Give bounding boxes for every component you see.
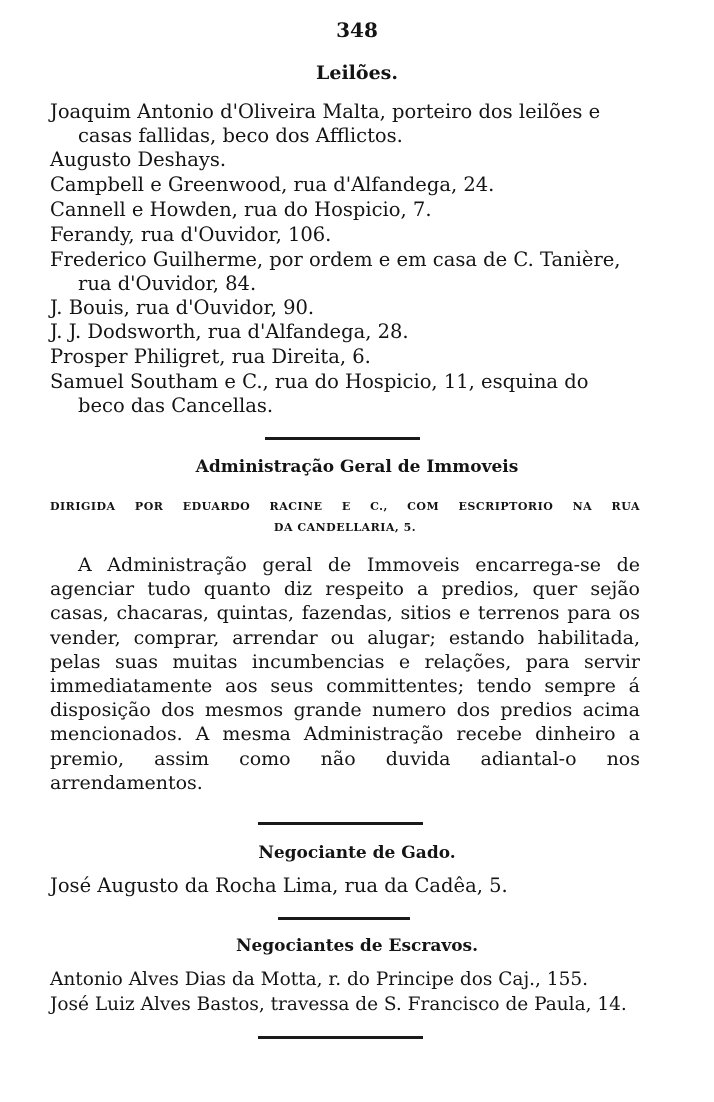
list-item: Antonio Alves Dias da Motta, r. do Principe dos Caj., 155. xyxy=(50,969,589,990)
list-item: J. Bouis, rua d'Ouvidor, 90. xyxy=(50,296,315,319)
list-item: Campbell e Greenwood, rua d'Alfandega, 24. xyxy=(50,173,495,196)
list-item: Prosper Philigret, rua Direita, 6. xyxy=(50,345,371,368)
list-item: José Augusto da Rocha Lima, rua da Cadêa, 5. xyxy=(50,874,508,897)
body-paragraph: A Administração geral de Immoveis encarrega-se de agenciar tudo quanto diz respeito a predios, quer sejão casas, chacaras, quintas, fazendas, sitios e terrenos para os vender, comprar, arrendar ou alugar; estando habilitada, pelas suas muitas incumbencias e relações, para servir immediatamente aos seus committentes; tendo sempre á disposição dos mesmos grande numero dos predios acima mencionados. A mesma Administração recebe dinheiro a premio, assim como não duvida adiantal-o nos arrendamentos. xyxy=(50,554,640,794)
section-title-gado: Negociante de Gado. xyxy=(258,843,456,863)
list-item: casas fallidas, beco dos Afflictos. xyxy=(78,124,403,147)
divider xyxy=(278,917,410,920)
section-title-escravos: Negociantes de Escravos. xyxy=(235,936,479,956)
list-item: Frederico Guilherme, por ordem e em casa de C. Tanière, xyxy=(50,248,621,271)
list-item: J. J. Dodsworth, rua d'Alfandega, 28. xyxy=(50,320,409,343)
divider xyxy=(265,437,420,440)
list-item: Ferandy, rua d'Ouvidor, 106. xyxy=(50,223,332,246)
list-item: Cannell e Howden, rua do Hospicio, 7. xyxy=(50,198,432,221)
divider xyxy=(258,822,423,825)
list-item: Samuel Southam e C., rua do Hospicio, 11, esquina do xyxy=(50,370,589,393)
list-item: rua d'Ouvidor, 84. xyxy=(78,272,257,295)
list-item: Augusto Deshays. xyxy=(50,148,227,171)
divider xyxy=(258,1036,423,1039)
section-title-leiloes: Leilões. xyxy=(316,62,398,84)
list-item: José Luiz Alves Bastos, travessa de S. Francisco de Paula, 14. xyxy=(50,994,627,1015)
list-item: beco das Cancellas. xyxy=(78,394,274,417)
section-title-administracao: Administração Geral de Immoveis xyxy=(195,457,519,477)
section-subtitle-continued: DA CANDELLARIA, 5. xyxy=(273,521,417,534)
section-subtitle: DIRIGIDA POR EDUARDO RACINE E C., COM ESCRIPTORIO NA RUA xyxy=(50,500,640,513)
list-item: Joaquim Antonio d'Oliveira Malta, porteiro dos leilões e xyxy=(50,100,601,123)
page-number: 348 xyxy=(336,18,378,42)
